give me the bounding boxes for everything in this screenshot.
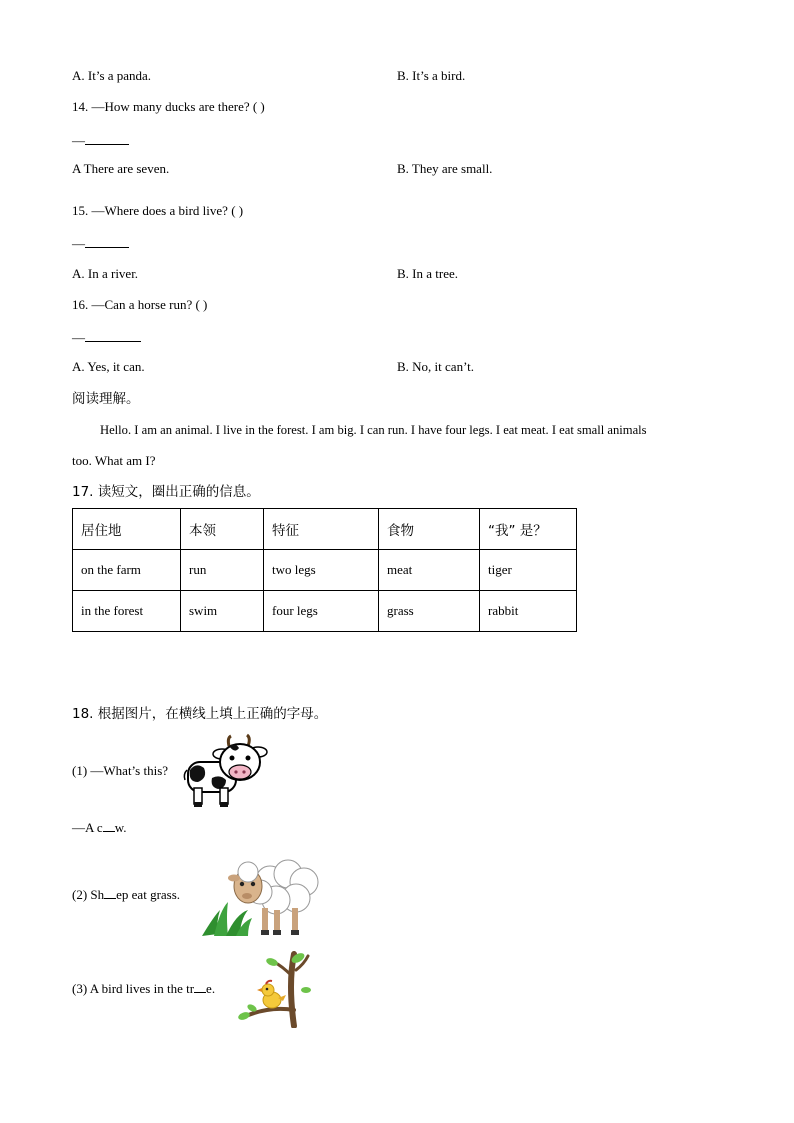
- q16-answer-line: —: [72, 330, 141, 346]
- reading-passage-line-2: too. What am I?: [72, 453, 156, 468]
- q14-option-a: A There are seven.: [72, 161, 170, 176]
- table-header-cell: “我” 是？: [480, 509, 577, 550]
- q16-option-a: A. Yes, it can.: [72, 359, 145, 374]
- q16-option-b: B. No, it can’t.: [397, 359, 475, 374]
- q14-option-b: B. They are small.: [397, 161, 493, 176]
- table-cell[interactable]: run: [181, 550, 264, 591]
- table-header-cell: 居住地: [73, 509, 181, 550]
- q17-instruction: 17. 读短文，圈出正确的信息。: [72, 484, 260, 500]
- sheep-icon: [200, 850, 324, 940]
- q15-answer-line: —: [72, 236, 129, 252]
- table-header-cell: 本领: [181, 509, 264, 550]
- q14-answer-line: —: [72, 133, 129, 149]
- q15-option-a: A. In a river.: [72, 266, 139, 281]
- q13-option-b: B. It’s a bird.: [397, 68, 466, 83]
- q15-question: 15. —Where does a bird live? ( ): [72, 203, 244, 218]
- reading-passage-line-1: Hello. I am an animal. I live in the forest. I am big. I can run. I have four legs. I eat meat. I eat small animals: [100, 423, 647, 437]
- table-cell[interactable]: grass: [379, 591, 480, 632]
- table-cell[interactable]: on the farm: [73, 550, 181, 591]
- cow-icon: [182, 732, 268, 812]
- q18-item1-answer: —A c w.: [72, 820, 127, 835]
- q13-option-a: A. It’s a panda.: [72, 68, 152, 83]
- q16-question: 16. —Can a horse run? ( ): [72, 297, 208, 312]
- table-cell[interactable]: swim: [181, 591, 264, 632]
- table-header-row: [73, 509, 577, 550]
- q18-item2: (2) Sh ep eat grass.: [72, 887, 181, 902]
- table-cell[interactable]: in the forest: [73, 591, 181, 632]
- table-row: [73, 550, 577, 591]
- q14-question: 14. —How many ducks are there? ( ): [72, 99, 265, 114]
- table-cell[interactable]: meat: [379, 550, 480, 591]
- table-header-cell: 特征: [264, 509, 379, 550]
- q15-option-b: B. In a tree.: [397, 266, 459, 281]
- q18-instruction: 18. 根据图片，在横线上填上正确的字母。: [72, 706, 328, 722]
- table-header-cell: 食物: [379, 509, 480, 550]
- bird-on-branch-icon: [232, 950, 312, 1028]
- q18-item3: (3) A bird lives in the tr e.: [72, 981, 216, 996]
- table-cell[interactable]: four legs: [264, 591, 379, 632]
- table-cell[interactable]: rabbit: [480, 591, 577, 632]
- table-row: [73, 591, 577, 632]
- q17-table: [72, 508, 577, 632]
- reading-heading: 阅读理解。: [72, 391, 140, 407]
- q18-item1-question: (1) —What’s this?: [72, 763, 169, 778]
- table-cell[interactable]: two legs: [264, 550, 379, 591]
- table-cell[interactable]: tiger: [480, 550, 577, 591]
